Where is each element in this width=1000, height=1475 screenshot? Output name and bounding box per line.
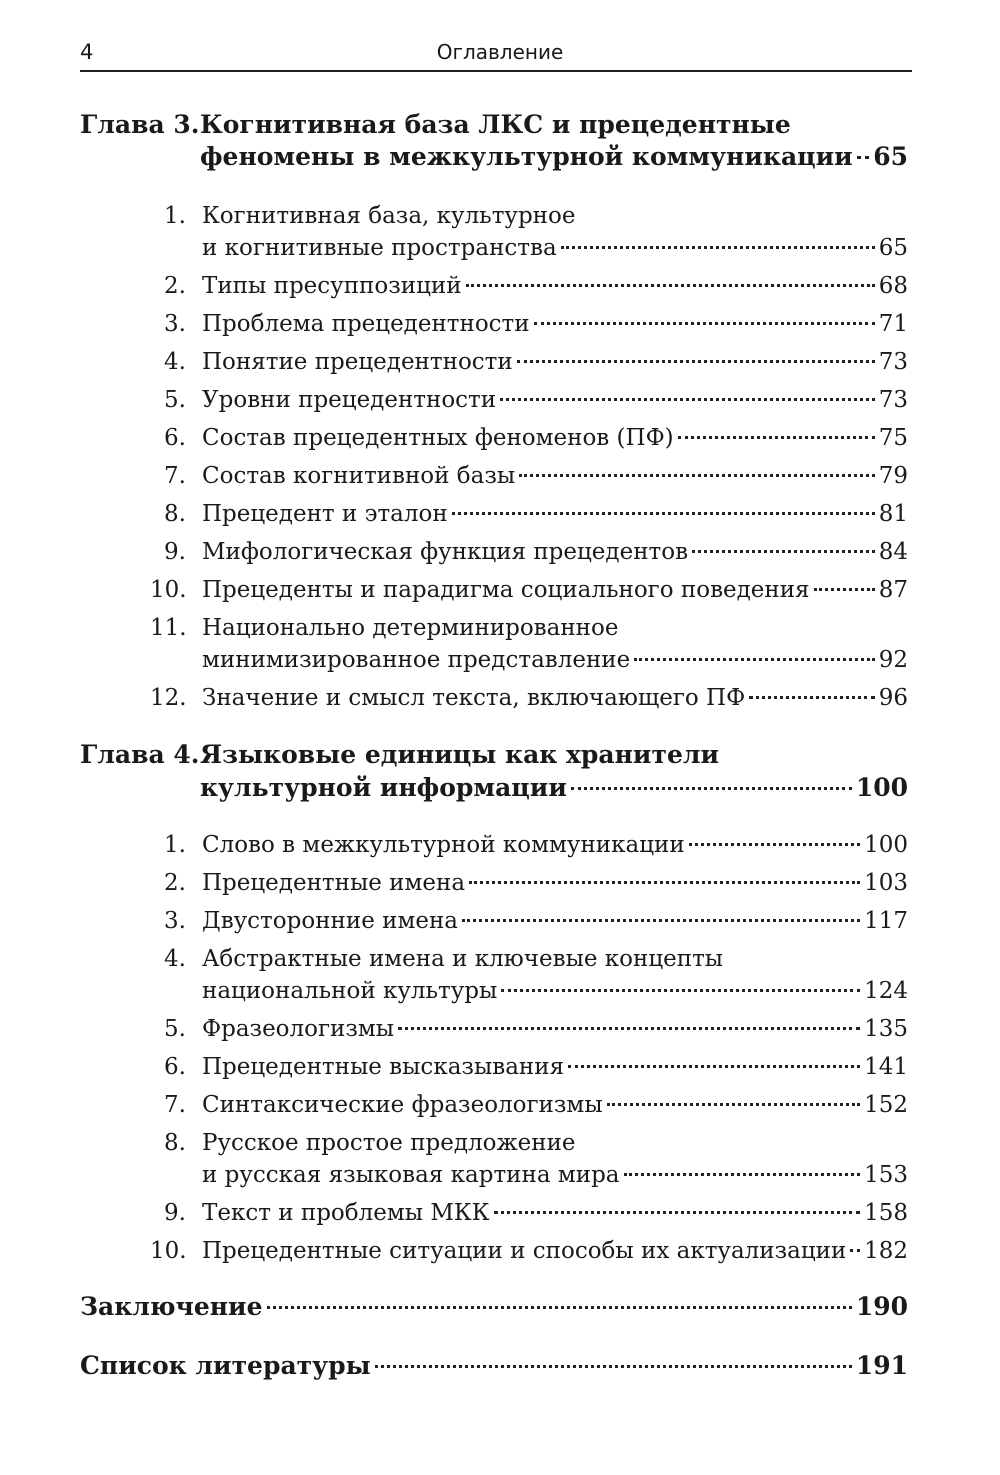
item-number: 10. — [150, 1238, 187, 1264]
leader-dots — [678, 436, 875, 439]
leader-dots — [571, 787, 852, 790]
item-number: 8. — [164, 501, 186, 527]
running-head: Оглавление — [436, 40, 564, 64]
item-title-cont: минимизированное представление — [202, 647, 631, 673]
toc-item-3-9[interactable] — [150, 539, 908, 565]
item-page: 117 — [864, 908, 908, 934]
item-page: 152 — [864, 1092, 908, 1118]
item-title-cont: и русская языковая картина мира — [202, 1162, 620, 1188]
item-title: Абстрактные имена и ключевые концепты — [202, 946, 724, 972]
item-number: 3. — [164, 311, 186, 337]
item-title: Текст и проблемы МКК — [202, 1200, 490, 1226]
leader-dots — [624, 1173, 861, 1176]
item-page: 84 — [878, 539, 908, 565]
item-number: 5. — [164, 1016, 186, 1042]
item-page: 182 — [864, 1238, 908, 1264]
item-title: Национально детерминированное — [202, 615, 619, 641]
item-title: Прецедентные ситуации и способы их актуализации — [202, 1238, 847, 1264]
item-page: 68 — [878, 273, 908, 299]
toc-item-4-5[interactable] — [150, 1016, 908, 1042]
item-number: 2. — [164, 870, 186, 896]
header-rule — [80, 70, 912, 72]
chapter-4-heading-cont[interactable] — [200, 773, 908, 802]
conclusion-title: Заключение — [80, 1292, 263, 1321]
leader-dots — [534, 322, 875, 325]
leader-dots — [375, 1365, 852, 1368]
bibliography-page: 191 — [855, 1351, 908, 1380]
page-number: 4 — [80, 40, 94, 64]
leader-dots — [462, 919, 860, 922]
item-number: 5. — [164, 387, 186, 413]
leader-dots — [568, 1065, 860, 1068]
toc-item-4-2[interactable] — [150, 870, 908, 896]
item-number: 8. — [164, 1130, 186, 1156]
leader-dots — [634, 658, 875, 661]
toc-conclusion[interactable] — [80, 1292, 908, 1321]
toc-item-3-2[interactable] — [150, 273, 908, 299]
item-page: 153 — [864, 1162, 908, 1188]
item-number: 1. — [164, 832, 186, 858]
item-title-cont: и когнитивные пространства — [202, 235, 557, 261]
toc-item-3-10[interactable] — [150, 577, 908, 603]
item-title: Прецедентные имена — [202, 870, 466, 896]
item-title: Проблема прецедентности — [202, 311, 530, 337]
item-title: Слово в межкультурной коммуникации — [202, 832, 685, 858]
toc-item-3-5[interactable] — [150, 387, 908, 413]
item-title: Понятие прецедентности — [202, 349, 513, 375]
item-number: 9. — [164, 1200, 186, 1226]
toc-item-4-3[interactable] — [150, 908, 908, 934]
toc-item-4-8[interactable] — [150, 1130, 908, 1156]
leader-dots — [501, 989, 860, 992]
item-title: Уровни прецедентности — [202, 387, 497, 413]
item-page: 79 — [878, 463, 908, 489]
toc-item-3-8[interactable] — [150, 501, 908, 527]
item-number: 11. — [150, 615, 187, 641]
item-page: 92 — [878, 647, 908, 673]
toc-item-4-7[interactable] — [150, 1092, 908, 1118]
item-number: 9. — [164, 539, 186, 565]
leader-dots — [494, 1211, 861, 1214]
item-page: 73 — [878, 387, 908, 413]
leader-dots — [519, 474, 875, 477]
item-page: 73 — [878, 349, 908, 375]
toc-item-3-6[interactable] — [150, 425, 908, 451]
item-page: 141 — [864, 1054, 908, 1080]
leader-dots — [857, 156, 869, 159]
item-page: 87 — [878, 577, 908, 603]
leader-dots — [267, 1306, 852, 1309]
leader-dots — [469, 881, 860, 884]
chapter-4-label: Глава 4. — [80, 740, 200, 769]
item-number: 6. — [164, 425, 186, 451]
toc-item-4-4-cont[interactable] — [202, 978, 908, 1004]
item-title: Русское простое предложение — [202, 1130, 576, 1156]
item-page: 158 — [864, 1200, 908, 1226]
item-number: 6. — [164, 1054, 186, 1080]
item-page: 71 — [878, 311, 908, 337]
item-title: Прецедентные высказывания — [202, 1054, 565, 1080]
chapter-4-title-line1: Языковые единицы как хранители — [200, 740, 720, 769]
item-number: 10. — [150, 577, 187, 603]
conclusion-page: 190 — [855, 1292, 908, 1321]
toc-item-3-1[interactable] — [150, 203, 908, 229]
leader-dots — [607, 1103, 860, 1106]
item-number: 3. — [164, 908, 186, 934]
chapter-4-title-line2: культурной информации — [200, 773, 567, 802]
leader-dots — [692, 550, 875, 553]
toc-item-4-10[interactable] — [150, 1238, 908, 1264]
item-page: 81 — [878, 501, 908, 527]
chapter-3-heading[interactable] — [80, 110, 908, 139]
chapter-4-page: 100 — [855, 773, 908, 802]
toc-item-4-4[interactable] — [150, 946, 908, 972]
toc-item-3-3[interactable] — [150, 311, 908, 337]
item-title: Прецедент и эталон — [202, 501, 448, 527]
leader-dots — [561, 246, 875, 249]
item-number: 4. — [164, 946, 186, 972]
toc-item-3-11[interactable] — [150, 615, 908, 641]
leader-dots — [689, 843, 860, 846]
item-title: Значение и смысл текста, включающего ПФ — [202, 685, 746, 711]
item-number: 7. — [164, 1092, 186, 1118]
item-number: 7. — [164, 463, 186, 489]
item-title: Состав когнитивной базы — [202, 463, 516, 489]
chapter-3-title-line1: Когнитивная база ЛКС и прецедентные — [200, 110, 791, 139]
leader-dots — [814, 588, 875, 591]
leader-dots — [749, 696, 875, 699]
chapter-3-label: Глава 3. — [80, 110, 200, 139]
item-title: Фразеологизмы — [202, 1016, 395, 1042]
toc-bibliography[interactable] — [80, 1351, 908, 1380]
toc-item-3-7[interactable] — [150, 463, 908, 489]
toc-item-3-12[interactable] — [150, 685, 908, 711]
leader-dots — [398, 1027, 860, 1030]
chapter-3-title-line2: феномены в межкультурной коммуникации — [200, 142, 853, 171]
item-page: 96 — [878, 685, 908, 711]
leader-dots — [452, 512, 875, 515]
item-title: Синтаксические фразеологизмы — [202, 1092, 603, 1118]
item-page: 75 — [878, 425, 908, 451]
leader-dots — [517, 360, 875, 363]
toc-item-3-11-cont[interactable] — [202, 647, 908, 673]
leader-dots — [500, 398, 875, 401]
bibliography-title: Список литературы — [80, 1351, 371, 1380]
toc-item-4-6[interactable] — [150, 1054, 908, 1080]
item-title: Двусторонние имена — [202, 908, 458, 934]
item-number: 4. — [164, 349, 186, 375]
item-number: 12. — [150, 685, 187, 711]
item-title: Когнитивная база, культурное — [202, 203, 576, 229]
item-title: Мифологическая функция прецедентов — [202, 539, 689, 565]
item-title: Состав прецедентных феноменов (ПФ) — [202, 425, 674, 451]
item-number: 1. — [164, 203, 186, 229]
item-title: Прецеденты и парадигма социального поведения — [202, 577, 810, 603]
toc-item-4-8-cont[interactable] — [202, 1162, 908, 1188]
item-title: Типы пресуппозиций — [202, 273, 462, 299]
item-page: 124 — [864, 978, 908, 1004]
item-title-cont: национальной культуры — [202, 978, 498, 1004]
chapter-3-page: 65 — [873, 142, 908, 171]
item-page: 100 — [864, 832, 908, 858]
toc-item-4-9[interactable] — [150, 1200, 908, 1226]
item-page: 65 — [878, 235, 908, 261]
leader-dots — [466, 284, 875, 287]
leader-dots — [850, 1249, 860, 1252]
toc-item-3-1-cont[interactable] — [202, 235, 908, 261]
toc-item-4-1[interactable] — [150, 832, 908, 858]
toc-item-3-4[interactable] — [150, 349, 908, 375]
item-page: 103 — [864, 870, 908, 896]
item-number: 2. — [164, 273, 186, 299]
chapter-3-heading-cont[interactable] — [200, 142, 908, 171]
chapter-4-heading[interactable] — [80, 740, 908, 769]
item-page: 135 — [864, 1016, 908, 1042]
